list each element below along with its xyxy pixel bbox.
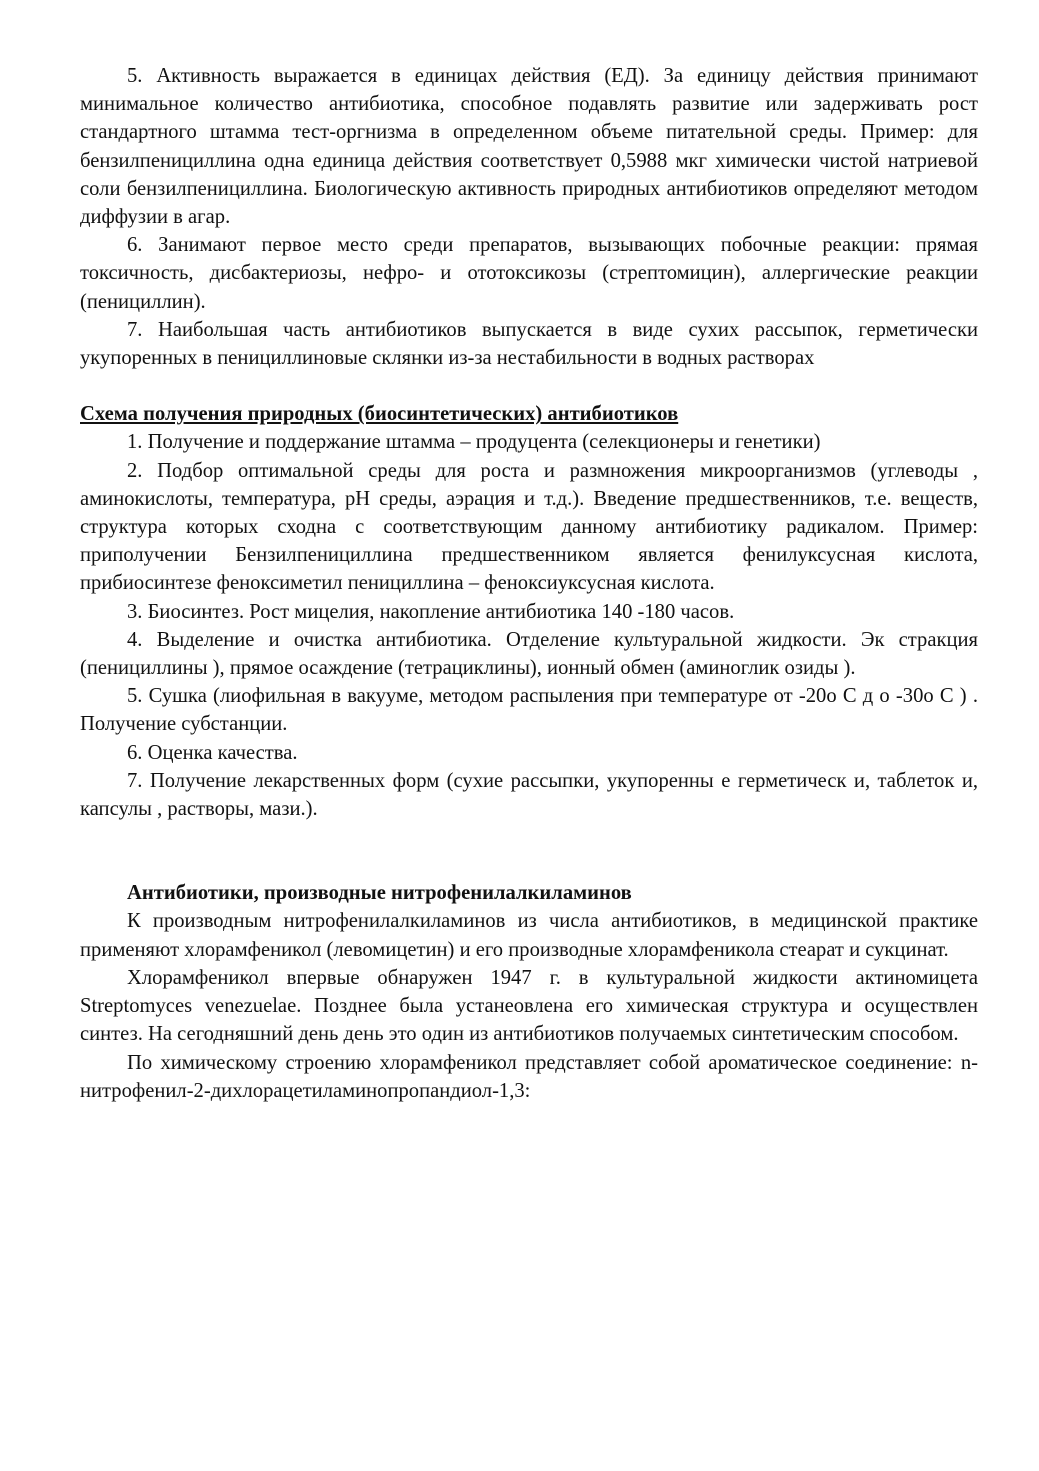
section-heading-nitrophenylalkylamines: Антибиотики, производные нитрофенилалкиламинов	[127, 882, 632, 905]
paragraph-dry-powders: 7. Наибольшая часть антибиотиков выпускается в виде сухих рассыпок, герметически укупоренных в пенициллиновые склянки из-за нестабильности в водных растворах	[80, 318, 978, 370]
scheme-step-5: 5. Сушка (лиофильная в вакууме, методом распыления при температуре от -20о С д о -30о С ) . Получение субстанции.	[80, 685, 978, 736]
scheme-step-1: 1. Получение и поддержание штамма – продуцента (селекционеры и генетики)	[127, 431, 821, 454]
document-page	[80, 62, 978, 1105]
paragraph-chloramphenicol-discovery: Хлорамфеникол впервые обнаружен 1947 г. в культуральной жидкости актиномицета Streptomyces venezuelae. Позднее была устанеовлена его химическая структура и осуществлен синтез. На сегодняшний день день это один из антибиотиков получаемых синтетическим способом.	[80, 966, 978, 1046]
scheme-step-6: 6. Оценка качества.	[127, 741, 298, 764]
scheme-step-7: 7. Получение лекарственных форм (сухие рассыпки, укупоренны е герметическ и, таблеток и, капсулы , растворы, мази.).	[80, 769, 978, 821]
paragraph-side-effects: 6. Занимают первое место среди препаратов, вызывающих побочные реакции: прямая токсичность, дисбактериозы, нефро- и ототоксикозы (стрептомицин), аллергические реакции (пенициллин).	[80, 234, 978, 313]
scheme-step-3: 3. Биосинтез. Рост мицелия, накопление антибиотика 140 -180 часов.	[127, 600, 735, 623]
scheme-step-4: 4. Выделение и очистка антибиотика. Отделение культуральной жидкости. Эк стракция (пенициллины ), прямое осаждение (тетрациклины), ионный обмен (аминоглик озиды ).	[80, 628, 978, 680]
scheme-step-2: 2. Подбор оптимальной среды для роста и размножения микроорганизмов (углеводы , аминокислоты, температура, pH среды, аэрация и т.д.). Введение предшественников, т.е. веществ, структура которых сходна с соответствующим данному антибиотику радикалом. Пример: приполучении Бензилпенициллина предшественником является фенилуксусная кислота, прибиосинтезе феноксиметил пенициллина – феноксиуксусная кислота.	[80, 459, 978, 595]
section-heading-production-scheme: Схема получения природных (биосинтетических) антибиотиков	[80, 403, 679, 426]
paragraph-activity-units: 5. Активность выражается в единицах действия (ЕД). За единицу действия принимают минимальное количество антибиотика, способное подавлять развитие или задерживать рост стандартного штамма тест-оргнизма в определенном объеме питательной среды. Пример: для бензилпенициллина одна единица действия соответствует 0,5988 мкг химически чистой натриевой соли бензилпенициллина. Биологическую активность природных антибиотиков определяют методом диффузии в агар.	[80, 65, 978, 229]
paragraph-chloramphenicol-structure: По химическому строению хлорамфеникол представляет собой ароматическое соединение: n-нитрофенил-2-дихлорацетиламинопропандиол-1,3:	[80, 1051, 978, 1102]
paragraph-chloramphenicol-derivatives: К производным нитрофенилалкиламинов из числа антибиотиков, в медицинской практике применяют хлорамфеникол (левомицетин) и его производные хлорамфеникола стеарат и сукцинат.	[80, 910, 978, 961]
